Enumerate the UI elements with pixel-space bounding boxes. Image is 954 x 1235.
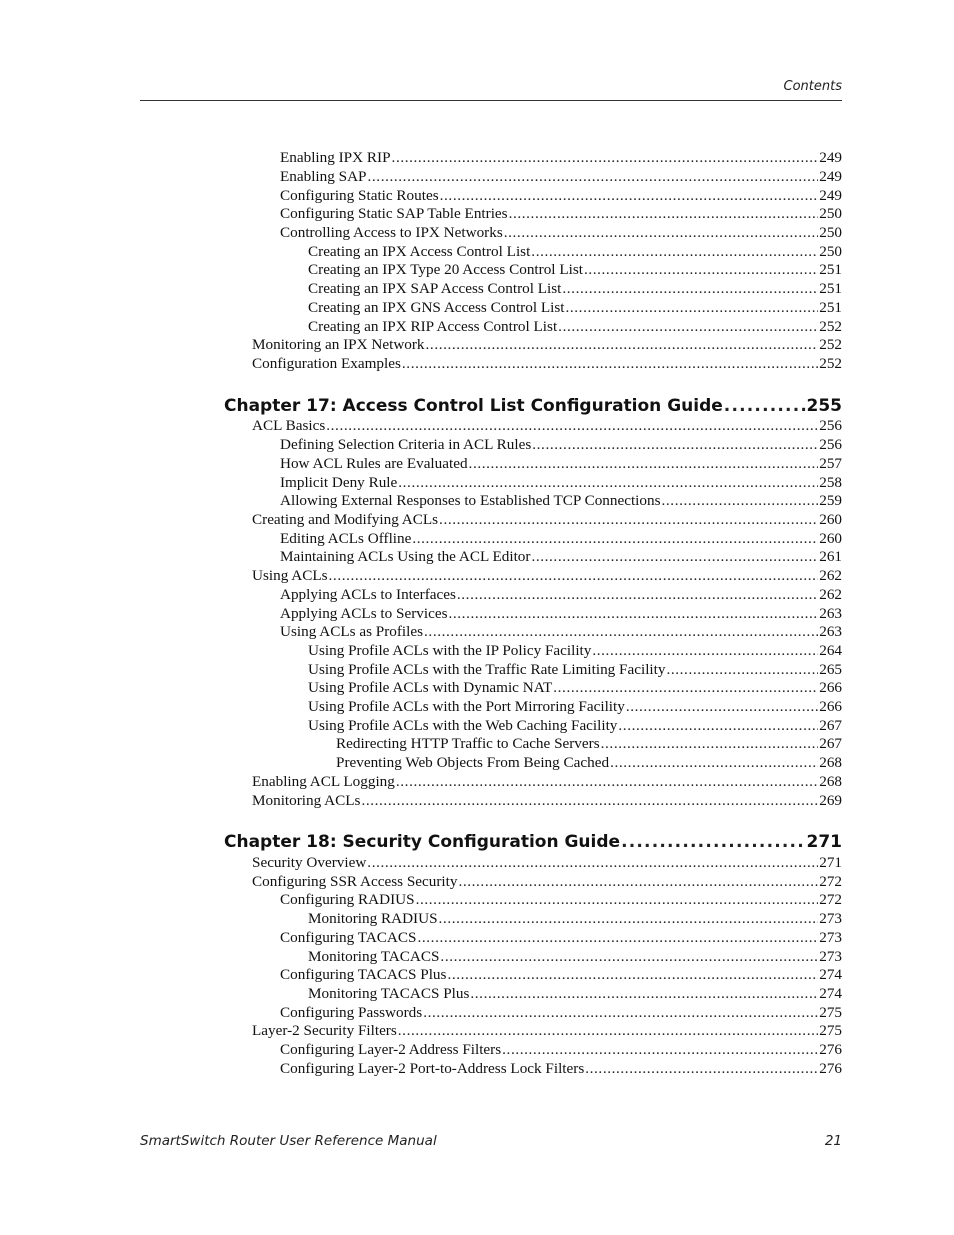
toc-entry[interactable] bbox=[280, 891, 842, 909]
toc-entry-title: Configuring Passwords bbox=[280, 1004, 423, 1021]
toc-entry-title: Applying ACLs to Interfaces bbox=[280, 586, 456, 603]
toc-entry[interactable] bbox=[280, 492, 842, 510]
toc-entry-page: 265 bbox=[819, 661, 842, 678]
toc-leader bbox=[448, 605, 818, 623]
toc-entry[interactable] bbox=[308, 280, 842, 298]
toc-entry-title: Configuring Static Routes bbox=[280, 187, 439, 204]
toc-entry-page: 250 bbox=[819, 224, 842, 241]
toc-leader bbox=[439, 511, 818, 529]
toc-leader bbox=[368, 168, 819, 186]
toc-entry-title: Configuring Layer-2 Port-to-Address Lock Filters bbox=[280, 1060, 585, 1077]
toc-entry[interactable] bbox=[252, 773, 842, 791]
toc-entry-page: 264 bbox=[819, 642, 842, 659]
toc-entry-title: Configuring SSR Access Security bbox=[252, 873, 458, 890]
toc-entry-page: 259 bbox=[819, 492, 842, 509]
toc-entry-title: Creating an IPX Access Control List bbox=[308, 243, 531, 260]
toc-entry-page: 273 bbox=[819, 910, 842, 927]
toc-entry-page: 249 bbox=[819, 187, 842, 204]
toc-entry-page: 263 bbox=[819, 623, 842, 640]
chapter-page: 271 bbox=[806, 832, 842, 852]
toc-entry[interactable] bbox=[280, 436, 842, 454]
toc-entry-title: Monitoring TACACS Plus bbox=[308, 985, 470, 1002]
toc-entry[interactable] bbox=[252, 511, 842, 529]
toc-entry-title: Redirecting HTTP Traffic to Cache Servers bbox=[336, 735, 600, 752]
toc-entry-title: Monitoring ACLs bbox=[252, 792, 361, 809]
toc-entry-title: How ACL Rules are Evaluated bbox=[280, 455, 468, 472]
toc-leader bbox=[565, 299, 818, 317]
toc-leader bbox=[329, 567, 819, 585]
footer-manual-title: SmartSwitch Router User Reference Manual bbox=[140, 1133, 437, 1149]
toc-leader bbox=[531, 243, 818, 261]
toc-entry-page: 272 bbox=[819, 873, 842, 890]
toc-entry-title: Preventing Web Objects From Being Cached bbox=[336, 754, 610, 771]
toc-entry[interactable] bbox=[308, 717, 842, 735]
running-header: Contents bbox=[783, 79, 842, 94]
toc-leader bbox=[439, 910, 819, 928]
toc-entry[interactable] bbox=[308, 661, 842, 679]
toc-entry[interactable] bbox=[308, 243, 842, 261]
toc-leader bbox=[440, 187, 819, 205]
toc-entry-page: 252 bbox=[819, 336, 842, 353]
toc-entry[interactable] bbox=[280, 966, 842, 984]
toc-leader bbox=[457, 586, 818, 604]
toc-leader bbox=[412, 530, 818, 548]
toc-entry-title: Editing ACLs Offline bbox=[280, 530, 412, 547]
toc-entry[interactable] bbox=[252, 792, 842, 810]
toc-entry-page: 268 bbox=[819, 754, 842, 771]
toc-entry-title: Controlling Access to IPX Networks bbox=[280, 224, 503, 241]
toc-entry-page: 249 bbox=[819, 168, 842, 185]
toc-entry-page: 268 bbox=[819, 773, 842, 790]
toc-entry[interactable] bbox=[280, 586, 842, 604]
toc-leader bbox=[662, 492, 819, 510]
toc-entry[interactable] bbox=[308, 679, 842, 697]
toc-leader bbox=[618, 717, 818, 735]
toc-entry-page: 261 bbox=[819, 548, 842, 565]
toc-entry-page: 260 bbox=[819, 530, 842, 547]
toc-entry-title: Configuring TACACS bbox=[280, 929, 417, 946]
toc-entry-title: Using Profile ACLs with Dynamic NAT bbox=[308, 679, 553, 696]
toc-entry[interactable] bbox=[252, 417, 842, 435]
footer-page-number: 21 bbox=[824, 1133, 842, 1149]
toc-entry-page: 272 bbox=[819, 891, 842, 908]
toc-entry-page: 267 bbox=[819, 717, 842, 734]
toc-leader bbox=[326, 417, 818, 435]
toc-entry-title: Creating an IPX Type 20 Access Control List bbox=[308, 261, 583, 278]
toc-entry-title: Using ACLs as Profiles bbox=[280, 623, 424, 640]
toc-entry-title: Enabling SAP bbox=[280, 168, 367, 185]
toc-leader bbox=[592, 642, 818, 660]
toc-entry-page: 267 bbox=[819, 735, 842, 752]
toc-entry[interactable] bbox=[280, 205, 842, 223]
toc-entry-title: Using Profile ACLs with the Port Mirroring Facility bbox=[308, 698, 625, 715]
toc-leader bbox=[584, 261, 818, 279]
toc-entry[interactable] bbox=[252, 873, 842, 891]
toc-leader bbox=[426, 336, 819, 354]
toc-entry[interactable] bbox=[280, 1041, 842, 1059]
toc-entry-title: Allowing External Responses to Established TCP Connections bbox=[280, 492, 661, 509]
toc-entry-page: 262 bbox=[819, 586, 842, 603]
toc-entry-page: 276 bbox=[819, 1060, 842, 1077]
toc-entry[interactable] bbox=[280, 224, 842, 242]
toc-entry-title: Configuring TACACS Plus bbox=[280, 966, 447, 983]
toc-entry-page: 257 bbox=[819, 455, 842, 472]
toc-leader bbox=[458, 873, 818, 891]
toc-entry-page: 256 bbox=[819, 417, 842, 434]
toc-entry-title: Creating and Modifying ACLs bbox=[252, 511, 439, 528]
toc-entry-title: Using Profile ACLs with the Traffic Rate Limiting Facility bbox=[308, 661, 666, 678]
toc-entry-title: Enabling ACL Logging bbox=[252, 773, 395, 790]
toc-entry[interactable] bbox=[280, 530, 842, 548]
toc-entry[interactable] bbox=[252, 336, 842, 354]
toc-entry[interactable] bbox=[280, 605, 842, 623]
toc-leader bbox=[367, 854, 818, 872]
toc-entry-page: 251 bbox=[819, 280, 842, 297]
toc-leader bbox=[562, 280, 818, 298]
toc-entry-page: 273 bbox=[819, 948, 842, 965]
toc-entry-title: Layer-2 Security Filters bbox=[252, 1022, 397, 1039]
toc-entry-page: 251 bbox=[819, 261, 842, 278]
toc-entry[interactable] bbox=[308, 261, 842, 279]
toc-entry-title: Configuring Static SAP Table Entries bbox=[280, 205, 508, 222]
toc-leader bbox=[392, 149, 819, 167]
toc-entry-title: Creating an IPX GNS Access Control List bbox=[308, 299, 565, 316]
toc-leader bbox=[470, 985, 818, 1003]
toc-entry-page: 250 bbox=[819, 243, 842, 260]
toc-leader bbox=[396, 773, 818, 791]
toc-leader bbox=[610, 754, 818, 772]
toc-leader bbox=[666, 661, 818, 679]
toc-entry-title: Security Overview bbox=[252, 854, 367, 871]
toc-entry-page: 266 bbox=[819, 679, 842, 696]
toc-entry-page: 271 bbox=[819, 854, 842, 871]
toc-entry-page: 249 bbox=[819, 149, 842, 166]
toc-entry-title: Implicit Deny Rule bbox=[280, 474, 398, 491]
toc-leader bbox=[626, 698, 818, 716]
toc-entry[interactable] bbox=[280, 1060, 842, 1078]
toc-leader bbox=[417, 929, 818, 947]
toc-entry[interactable] bbox=[336, 754, 842, 772]
toc-entry[interactable] bbox=[252, 854, 842, 872]
toc-entry[interactable] bbox=[280, 455, 842, 473]
toc-entry[interactable] bbox=[252, 355, 842, 373]
chapter-page: 255 bbox=[806, 396, 842, 416]
toc-entry-page: 258 bbox=[819, 474, 842, 491]
toc-entry[interactable] bbox=[336, 735, 842, 753]
toc-leader bbox=[447, 966, 818, 984]
toc-leader bbox=[469, 455, 819, 473]
toc-entry[interactable] bbox=[280, 929, 842, 947]
toc-leader bbox=[502, 1041, 818, 1059]
toc-entry-title: Monitoring TACACS bbox=[308, 948, 440, 965]
toc-entry-title: ACL Basics bbox=[252, 417, 326, 434]
toc-entry-page: 256 bbox=[819, 436, 842, 453]
toc-leader bbox=[440, 948, 818, 966]
toc-entry-title: Configuring Layer-2 Address Filters bbox=[280, 1041, 502, 1058]
toc-entry[interactable] bbox=[252, 567, 842, 585]
chapter-title: Chapter 18: Security Configuration Guide bbox=[224, 832, 621, 852]
toc-leader bbox=[423, 1004, 818, 1022]
toc-leader bbox=[398, 1022, 818, 1040]
chapter-heading-17[interactable] bbox=[224, 394, 842, 418]
toc-entry-page: 275 bbox=[819, 1004, 842, 1021]
toc-entry-page: 250 bbox=[819, 205, 842, 222]
toc-entry-title: Maintaining ACLs Using the ACL Editor bbox=[280, 548, 531, 565]
toc-entry-page: 262 bbox=[819, 567, 842, 584]
toc-entry-title: Defining Selection Criteria in ACL Rules bbox=[280, 436, 532, 453]
toc-entry[interactable] bbox=[280, 1004, 842, 1022]
toc-entry[interactable] bbox=[308, 299, 842, 317]
toc-entry-title: Monitoring RADIUS bbox=[308, 910, 438, 927]
toc-entry-title: Using Profile ACLs with the IP Policy Facility bbox=[308, 642, 592, 659]
toc-entry-title: Creating an IPX SAP Access Control List bbox=[308, 280, 562, 297]
toc-entry-title: Enabling IPX RIP bbox=[280, 149, 391, 166]
toc-leader bbox=[416, 891, 819, 909]
chapter-heading-18[interactable] bbox=[224, 830, 842, 854]
toc-entry[interactable] bbox=[308, 985, 842, 1003]
toc-entry[interactable] bbox=[280, 168, 842, 186]
toc-entry[interactable] bbox=[308, 910, 842, 928]
toc-entry-page: 260 bbox=[819, 511, 842, 528]
toc-entry-page: 252 bbox=[819, 318, 842, 335]
toc-entry-page: 274 bbox=[819, 985, 842, 1002]
toc-leader bbox=[402, 355, 818, 373]
toc-leader bbox=[621, 830, 805, 854]
toc-leader bbox=[601, 735, 819, 753]
toc-entry[interactable] bbox=[280, 623, 842, 641]
toc-entry-page: 252 bbox=[819, 355, 842, 372]
toc-leader bbox=[531, 548, 818, 566]
toc-entry-title: Using Profile ACLs with the Web Caching Facility bbox=[308, 717, 618, 734]
toc-entry-page: 275 bbox=[819, 1022, 842, 1039]
toc-entry-page: 269 bbox=[819, 792, 842, 809]
toc-entry-page: 266 bbox=[819, 698, 842, 715]
toc-entry-title: Using ACLs bbox=[252, 567, 328, 584]
toc-entry[interactable] bbox=[308, 948, 842, 966]
toc-leader bbox=[553, 679, 818, 697]
toc-entry-page: 251 bbox=[819, 299, 842, 316]
toc-entry-page: 273 bbox=[819, 929, 842, 946]
toc-leader bbox=[361, 792, 818, 810]
toc-leader bbox=[398, 474, 818, 492]
toc-entry-title: Configuration Examples bbox=[252, 355, 401, 372]
chapter-title: Chapter 17: Access Control List Configuration Guide bbox=[224, 396, 723, 416]
toc-leader bbox=[724, 394, 806, 418]
toc-entry[interactable] bbox=[308, 318, 842, 336]
toc-entry-title: Monitoring an IPX Network bbox=[252, 336, 425, 353]
toc-entry-page: 274 bbox=[819, 966, 842, 983]
toc-leader bbox=[424, 623, 818, 641]
toc-entry[interactable] bbox=[308, 698, 842, 716]
toc-leader bbox=[532, 436, 818, 454]
toc-entry-title: Creating an IPX RIP Access Control List bbox=[308, 318, 558, 335]
toc-entry[interactable] bbox=[252, 1022, 842, 1040]
toc-entry[interactable] bbox=[280, 187, 842, 205]
toc-leader bbox=[585, 1060, 818, 1078]
toc-entry-title: Applying ACLs to Services bbox=[280, 605, 448, 622]
toc-entry-page: 263 bbox=[819, 605, 842, 622]
toc-leader bbox=[504, 224, 818, 242]
toc-entry[interactable] bbox=[280, 474, 842, 492]
toc-entry[interactable] bbox=[280, 548, 842, 566]
toc-entry-title: Configuring RADIUS bbox=[280, 891, 415, 908]
toc-entry[interactable] bbox=[308, 642, 842, 660]
toc-entry-page: 276 bbox=[819, 1041, 842, 1058]
toc-leader bbox=[509, 205, 819, 223]
toc-leader bbox=[558, 318, 818, 336]
toc-entry[interactable] bbox=[280, 149, 842, 167]
